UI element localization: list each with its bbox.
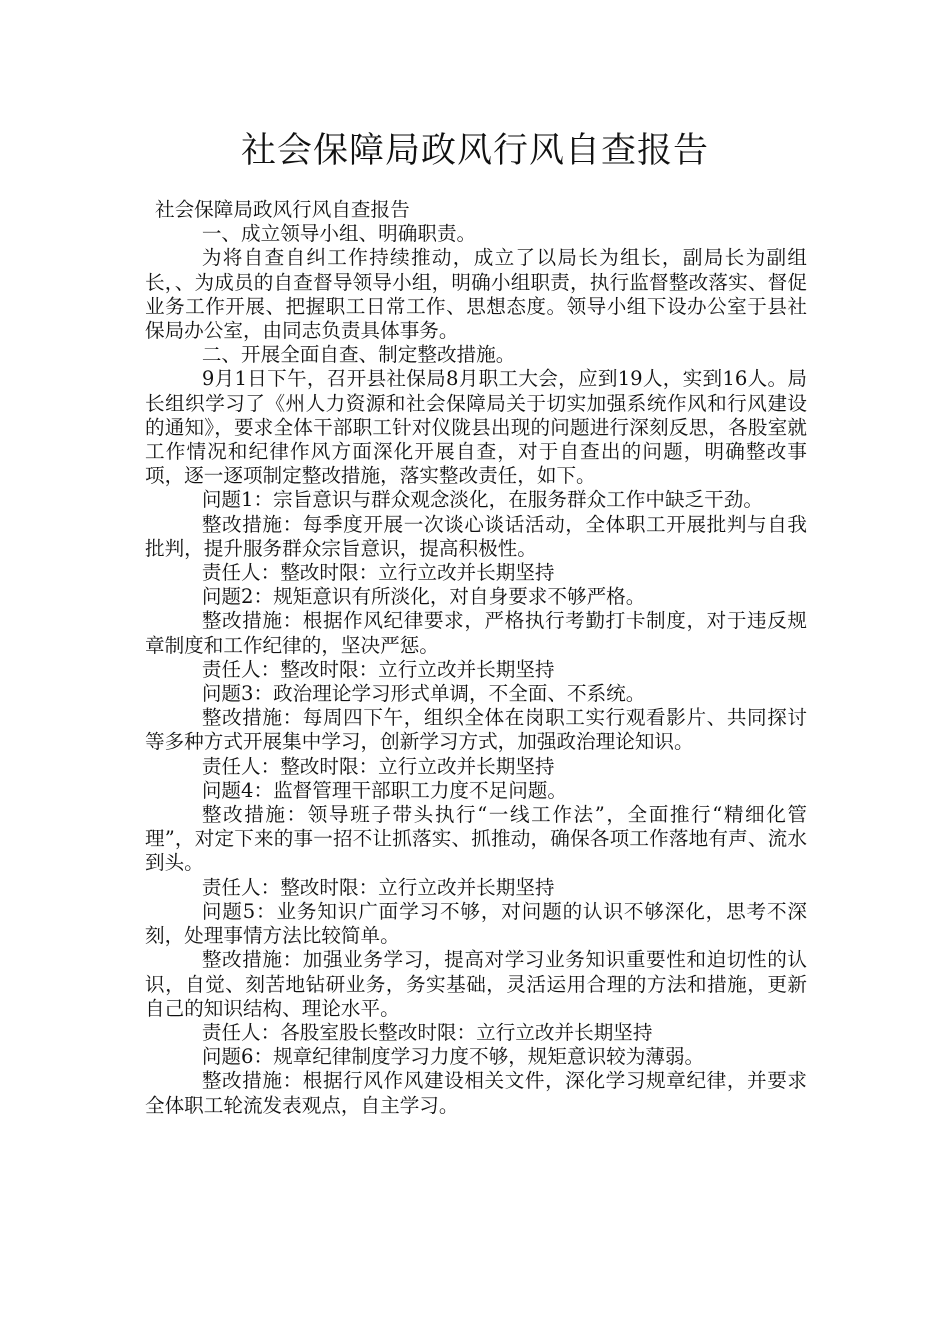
section-heading-1: 一、成立领导小组、明确职责。 <box>201 222 477 246</box>
measure-paragraph: 整改措施：根据作风纪律要求，严格执行考勤打卡制度，对于违反规章制度和工作纪律的，坚决严惩。 <box>145 609 807 657</box>
problem-paragraph: 问题5：业务知识广面学习不够，对问题的认识不够深化，思考不深刻，处理事情方法比较简单。 <box>145 899 807 948</box>
responsibility-paragraph: 责任人：各股室股长整改时限：立行立改并长期坚持 <box>201 1020 653 1044</box>
document-body <box>145 198 807 1118</box>
problem-paragraph: 问题3：政治理论学习形式单调，不全面、不系统。 <box>201 682 646 706</box>
problem-paragraph: 问题2：规矩意识有所淡化，对自身要求不够严格。 <box>201 585 646 609</box>
measure-paragraph: 整改措施：领导班子带头执行“一线工作法”，全面推行“精细化管理”，对定下来的事一招不让抓落实、抓推动，确保各项工作落地有声、流水到头。 <box>145 803 807 875</box>
measure-paragraph: 整改措施：根据行风作风建设相关文件，深化学习规章纪律，并要求全体职工轮流发表观点，自主学习。 <box>145 1069 807 1117</box>
measure-paragraph: 整改措施：加强业务学习，提高对学习业务知识重要性和迫切性的认识，自觉、刻苦地钻研业务，务实基础，灵活运用合理的方法和措施，更新自己的知识结构、理论水平。 <box>145 948 807 1020</box>
measure-paragraph: 整改措施：每季度开展一次谈心谈话活动，全体职工开展批判与自我批判，提升服务群众宗旨意识，提高积极性。 <box>145 512 807 560</box>
problem-paragraph: 问题6：规章纪律制度学习力度不够，规矩意识较为薄弱。 <box>201 1045 705 1069</box>
subtitle-paragraph: 社会保障局政风行风自查报告 <box>155 198 410 221</box>
problem-paragraph: 问题1：宗旨意识与群众观念淡化，在服务群众工作中缺乏干劲。 <box>201 488 763 512</box>
section-heading-2: 二、开展全面自查、制定整改措施。 <box>201 343 516 367</box>
document-title: 社会保障局政风行风自查报告 <box>240 131 709 171</box>
responsibility-paragraph: 责任人：整改时限：立行立改并长期坚持 <box>201 561 555 585</box>
body-paragraph: 9月1日下午，召开县社保局8月职工大会，应到19人，实到16人。局长组织学习了《州人力资源和社会保障局关于切实加强系统作风和行风建设的通知》，要求全体干部职工针对仪陇县出现的问题进行深刻反思，各股室就工作情况和纪律作风方面深化开展自查，对于自查出的问题，明确整改事项，逐一逐项制定整改措施，落实整改责任，如下。 <box>145 367 807 488</box>
responsibility-paragraph: 责任人：整改时限：立行立改并长期坚持 <box>201 657 555 681</box>
measure-paragraph: 整改措施：每周四下午，组织全体在岗职工实行观看影片、共同探讨等多种方式开展集中学习，创新学习方式，加强政治理论知识。 <box>145 706 807 754</box>
responsibility-paragraph: 责任人：整改时限：立行立改并长期坚持 <box>201 754 555 778</box>
responsibility-paragraph: 责任人：整改时限：立行立改并长期坚持 <box>201 875 555 899</box>
problem-paragraph: 问题4：监督管理干部职工力度不足问题。 <box>201 778 567 802</box>
body-paragraph: 为将自查自纠工作持续推动，成立了以局长为组长，副局长为副组长，、为成员的自查督导领导小组，明确小组职责，执行监督整改落实、督促业务工作开展、把握职工日常工作、思想态度。领导小组下设办公室于县社保局办公室，由同志负责具体事务。 <box>145 246 807 343</box>
